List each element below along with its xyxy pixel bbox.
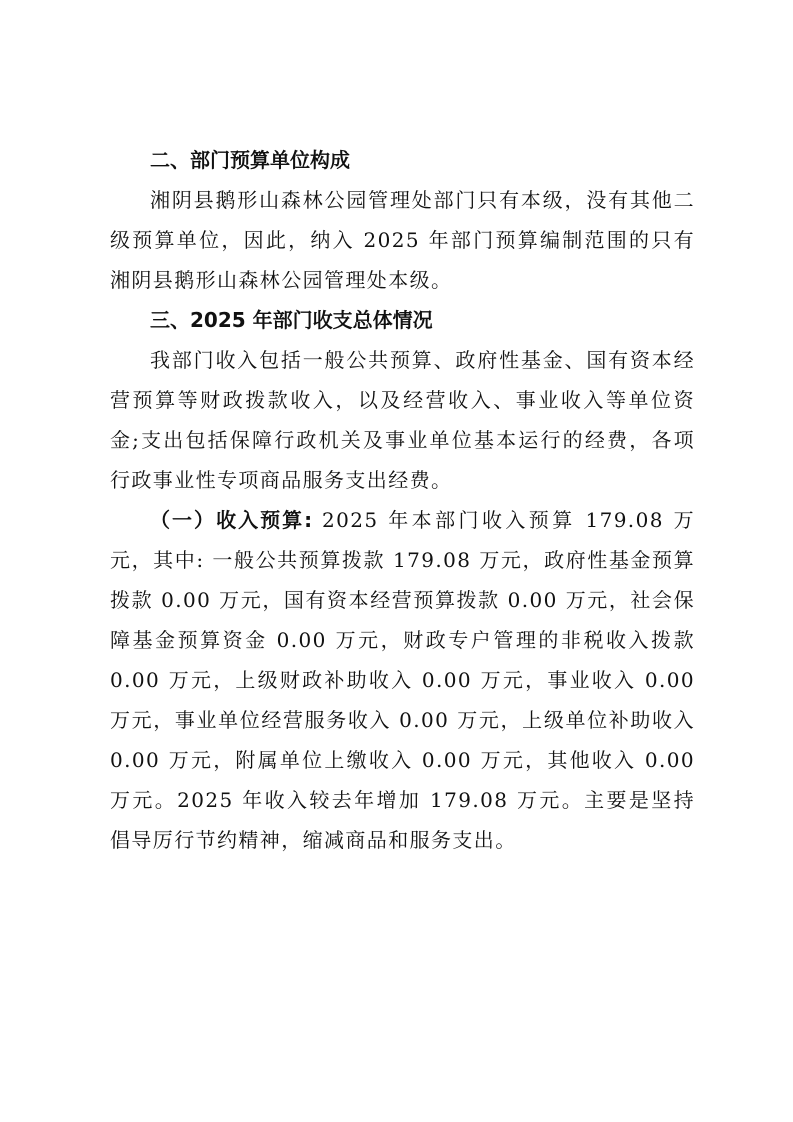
paragraph-income-budget (110, 500, 695, 860)
income-budget-lead: （一）收入预算: (150, 508, 313, 532)
paragraph-income-expenditure-overview: 我部门收入包括一般公共预算、政府性基金、国有资本经营预算等财政拨款收入，以及经营收入、事业收入等单位资金;支出包括保障行政机关及事业单位基本运行的经费，各项行政事业性专项商品服务支出经费。 (110, 348, 695, 492)
document-body (110, 140, 695, 860)
section-heading-income-expenditure: 三、2025 年部门收支总体情况 (150, 308, 433, 332)
income-budget-text: 2025 年本部门收入预算 179.08 万元，其中: 一般公共预算拨款 179.08 万元，政府性基金预算拨款 0.00 万元，国有资本经营预算拨款 0.00 万元，社会保障基金预算资金 0.00 万元，财政专户管理的非税收入拨款 0.00 万元，上级财政补助收入 0.00 万元，事业收入 0.00 万元，事业单位经营服务收入 0.00 万元，上级单位补助收入 0.00 万元，附属单位上缴收入 0.00 万元，其他收入 0.00 万元。2025 年收入较去年增加 179.08 万元。主要是坚持倡导厉行节约精神，缩减商品和服务支出。 (110, 508, 696, 852)
section-heading-budget-units: 二、部门预算单位构成 (150, 148, 350, 172)
paragraph-budget-units: 湘阴县鹅形山森林公园管理处部门只有本级，没有其他二级预算单位，因此，纳入 2025 年部门预算编制范围的只有湘阴县鹅形山森林公园管理处本级。 (110, 188, 695, 292)
